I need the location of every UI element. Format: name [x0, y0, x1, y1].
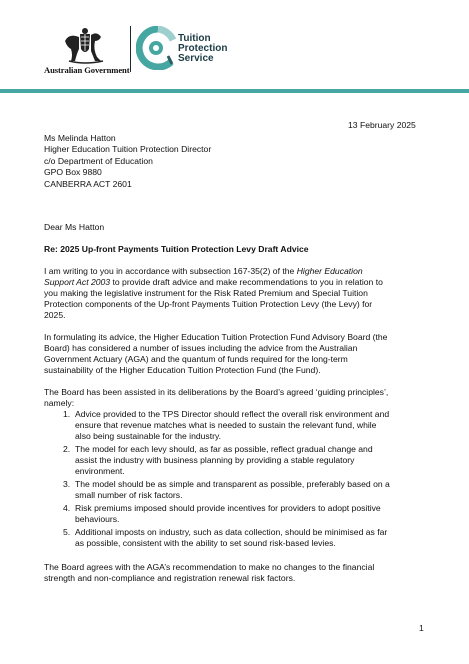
- list-number: 3.: [63, 479, 71, 489]
- address-line: Higher Education Tuition Protection Director: [44, 144, 212, 154]
- paragraph-line: Protection components of the Up-front Payments Tuition Protection Levy (the Levy) for: [44, 299, 373, 309]
- paragraph-line: The Board agrees with the AGA’s recommendation to make no changes to the financial: [44, 562, 375, 572]
- coat-of-arms-icon: [61, 27, 109, 65]
- list-number: 2.: [63, 444, 71, 454]
- paragraph-line: namely:: [44, 398, 75, 408]
- logo-divider: [130, 26, 131, 72]
- list-item-line: assist the industry with business planning by providing a stable regulatory: [75, 455, 355, 465]
- paragraph-line: [44, 266, 363, 277]
- list-item-line: ensure that revenue matches what is needed to sustain the relevant fund, while: [75, 420, 377, 430]
- header-rule: [0, 89, 469, 93]
- paragraph-line: In formulating its advice, the Higher Education Tuition Protection Fund Advisory Board (the: [44, 332, 388, 342]
- address-line: c/o Department of Education: [44, 156, 153, 166]
- list-number: 4.: [63, 503, 71, 513]
- text-run: to provide draft advice and make recommendations to you in relation to: [110, 277, 383, 287]
- act-title: Support Act 2003: [44, 277, 111, 287]
- tps-line-1: Tuition: [178, 33, 211, 44]
- list-item-line: environment.: [75, 466, 125, 476]
- address-line: CANBERRA ACT 2601: [44, 179, 132, 189]
- list-item-line: as possible, consistent with the ability to set sound risk-based levies.: [75, 538, 336, 548]
- list-number: 1.: [63, 409, 71, 419]
- list-item-line: also being sustainable for the industry.: [75, 431, 222, 441]
- act-title: Higher Education: [296, 266, 363, 276]
- list-number: 5.: [63, 527, 71, 537]
- tps-wordmark: [178, 34, 227, 64]
- paragraph-line: sustainability of the Higher Education Tuition Protection Fund (the Fund).: [44, 365, 321, 375]
- list-item-line: Additional imposts on industry, such as data collection, should be minimised as far: [75, 527, 388, 537]
- paragraph-line: 2025.: [44, 310, 66, 320]
- paragraph-line: Government Actuary (AGA) and the quantum of funds required for the long-term: [44, 354, 348, 364]
- tps-line-3: Service: [178, 53, 214, 64]
- page-number: 1: [419, 623, 424, 633]
- tps-line-2: Protection: [178, 43, 228, 54]
- tps-logo-icon: [136, 26, 176, 70]
- list-item-line: behaviours.: [75, 514, 120, 524]
- address-line: Ms Melinda Hatton: [44, 133, 116, 143]
- list-item-line: small number of risk factors.: [75, 490, 183, 500]
- text-run: I am writing to you in accordance with subsection 167-35(2) of the: [44, 266, 297, 276]
- list-item-line: The model for each levy should, as far as possible, reflect gradual change and: [75, 444, 373, 454]
- government-name: Australian Government: [44, 65, 130, 75]
- letter-date: 13 February 2025: [348, 120, 416, 130]
- australian-government-logo: [44, 27, 130, 77]
- paragraph-line: [44, 277, 383, 288]
- subject-line: Re: 2025 Up-front Payments Tuition Protection Levy Draft Advice: [44, 244, 309, 254]
- paragraph-line: you making the legislative instrument for the Risk Rated Premium and Special Tuition: [44, 288, 368, 298]
- list-item-line: Risk premiums imposed should provide incentives for providers to adopt positive: [75, 503, 381, 513]
- list-item-line: Advice provided to the TPS Director should reflect the overall risk environment and: [75, 409, 390, 419]
- list-item-line: The model should be as simple and transparent as possible, preferably based on a: [75, 479, 390, 489]
- paragraph-line: strength and non-compliance and registration renewal risk factors.: [44, 573, 296, 583]
- salutation: Dear Ms Hatton: [44, 222, 105, 232]
- paragraph-line: Board) has considered a number of issues including the advice from the Australian: [44, 343, 358, 353]
- address-line: GPO Box 9880: [44, 167, 102, 177]
- letterhead: [0, 0, 469, 88]
- paragraph-line: The Board has been assisted in its deliberations by the Board’s agreed ‘guiding principles’,: [44, 387, 389, 397]
